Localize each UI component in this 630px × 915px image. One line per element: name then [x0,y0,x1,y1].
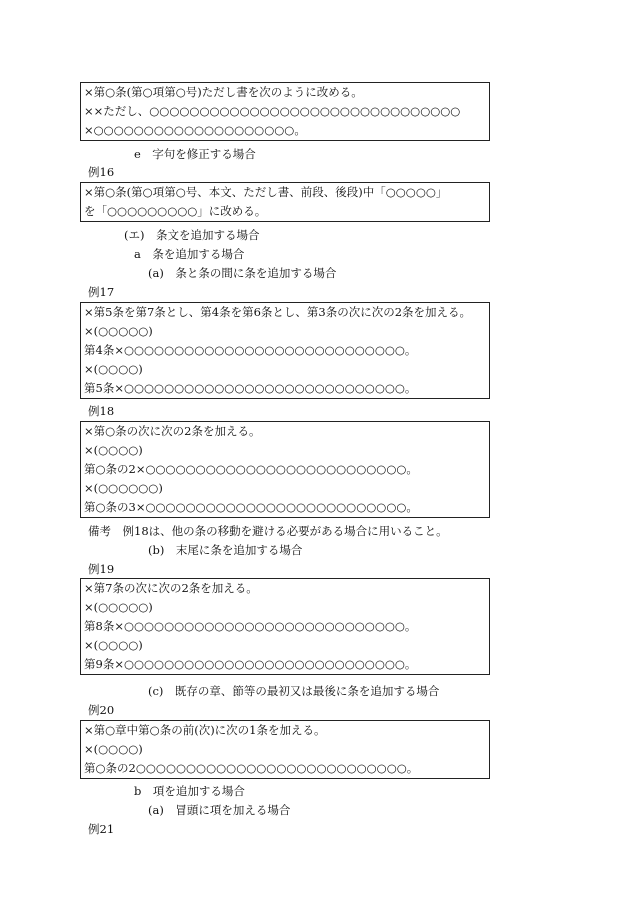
example-label-16: 例16 [88,165,115,179]
box-line: ×第○条(第○項第○号、本文、ただし書、前段、後段)中「○○○○○」 [84,185,448,199]
example-label-20: 例20 [88,703,115,717]
box-line: ×○○○○○○○○○○○○○○○○○○○○。 [84,123,306,137]
amendment-box-4 [80,421,490,518]
amendment-box-5 [80,578,490,675]
box-line: 第○条の2○○○○○○○○○○○○○○○○○○○○○○○○○○○。 [84,761,419,775]
box-line: ×(○○○○○) [84,600,153,614]
box-line: ×第○条(第○項第○号)ただし書を次のように改める。 [84,85,363,99]
heading-article-addition: (エ) 条文を追加する場合 [124,228,260,242]
box-line: 第5条×○○○○○○○○○○○○○○○○○○○○○○○○○○○○。 [84,381,417,395]
box-line: ××ただし、○○○○○○○○○○○○○○○○○○○○○○○○○○○○○○○ [84,104,461,118]
amendment-box-1 [80,82,490,141]
box-line: 第8条×○○○○○○○○○○○○○○○○○○○○○○○○○○○○。 [84,619,417,633]
amendment-box-3 [80,302,490,399]
remark: 備考 例18は、他の条の移動を避ける必要がある場合に用いること。 [88,524,448,538]
box-line: を「○○○○○○○○○」に改める。 [84,204,267,218]
example-label-21: 例21 [88,822,115,836]
heading-c: (c) 既存の章、節等の最初又は最後に条を追加する場合 [148,684,440,698]
box-line: ×第○章中第○条の前(次)に次の1条を加える。 [84,723,326,737]
heading-b: b 項を追加する場合 [134,784,245,798]
box-line: ×(○○○○○) [84,324,153,338]
box-line: ×(○○○○) [84,742,143,756]
heading-b-b: (b) 末尾に条を追加する場合 [148,543,303,557]
heading-a-a: (a) 条と条の間に条を追加する場合 [148,266,337,280]
amendment-box-6 [80,720,490,779]
example-label-18: 例18 [88,404,115,418]
example-label-19: 例19 [88,562,115,576]
example-label-17: 例17 [88,285,115,299]
box-line: ×(○○○○) [84,362,143,376]
box-line: 第4条×○○○○○○○○○○○○○○○○○○○○○○○○○○○○。 [84,343,417,357]
heading-a: a 条を追加する場合 [134,247,245,261]
box-line: 第○条の2×○○○○○○○○○○○○○○○○○○○○○○○○○○。 [84,462,418,476]
heading-b-a: (a) 冒頭に項を加える場合 [148,803,291,817]
amendment-box-2 [80,182,490,222]
box-line: ×(○○○○) [84,443,143,457]
box-line: ×第○条の次に次の2条を加える。 [84,424,261,438]
heading-e: e 字句を修正する場合 [134,147,256,161]
box-line: ×第7条の次に次の2条を加える。 [84,581,258,595]
box-line: 第9条×○○○○○○○○○○○○○○○○○○○○○○○○○○○○。 [84,657,417,671]
box-line: 第○条の3×○○○○○○○○○○○○○○○○○○○○○○○○○○。 [84,500,418,514]
box-line: ×(○○○○) [84,638,143,652]
box-line: ×第5条を第7条とし、第4条を第6条とし、第3条の次に次の2条を加える。 [84,305,472,319]
box-line: ×(○○○○○○) [84,481,163,495]
